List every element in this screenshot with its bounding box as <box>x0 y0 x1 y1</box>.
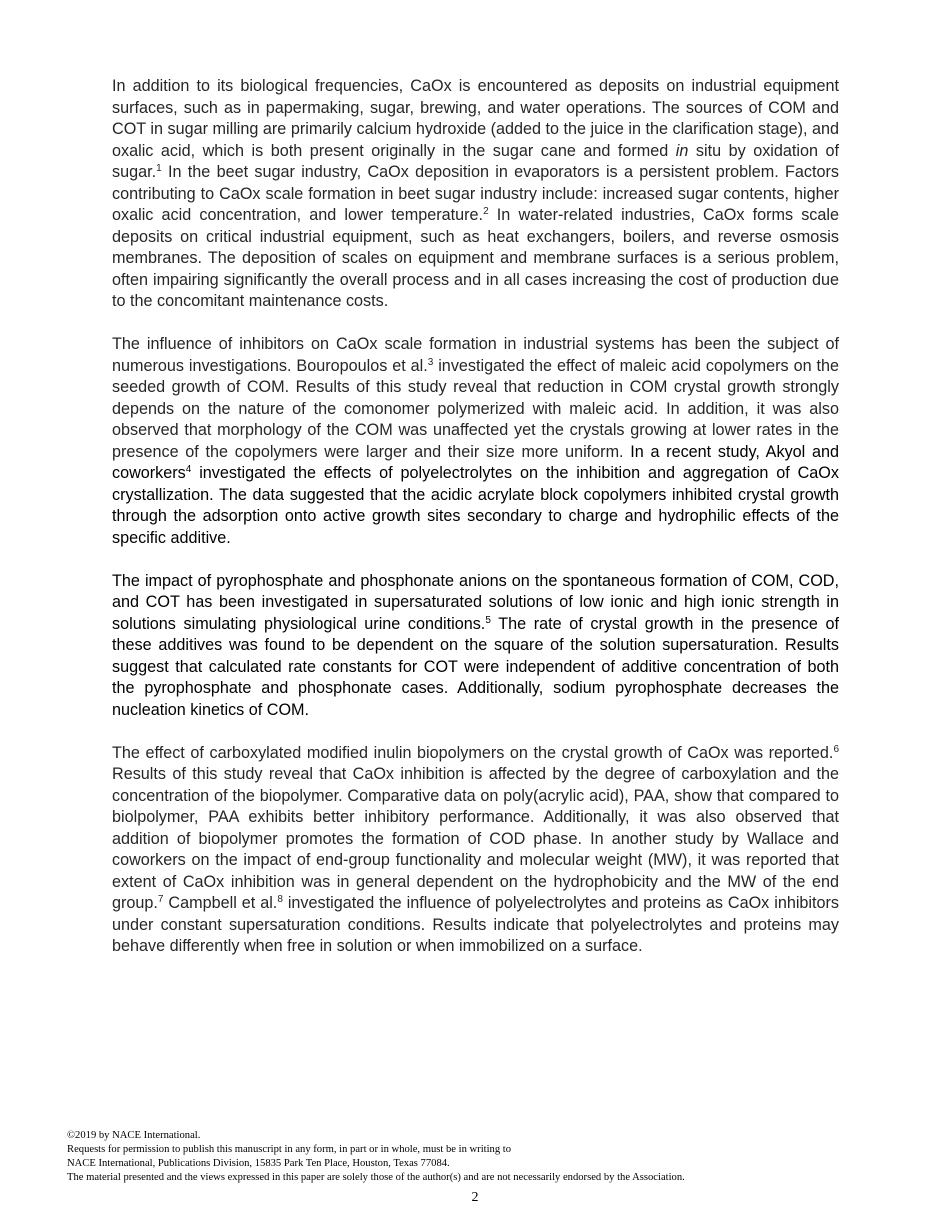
paragraph-text: investigated the effect of maleic acid copolymers on the seeded growth of COM. Results of this study reveal that reduction in COM crystal growth strongly depends on the nature of the comonomer polymerized with maleic acid. In addition, it was also observed that morphology of the COM was unaffected yet the crystals growing at lower rates in the presence of the copolymers were larger and their size more uniform. <box>112 356 839 461</box>
citation-superscript: 4 <box>185 464 192 475</box>
paragraph-text: Campbell et al. <box>163 894 278 912</box>
paragraph-text: In water-related industries, CaOx forms scale deposits on critical industrial equipment, such as heat exchangers, boilers, and reverse osmosis membranes. The deposition of scales on equipment and membrane surfaces is a serious problem, often impairing significantly the overall process and in all cases increasing the cost of production due to the concomitant maintenance costs. <box>112 206 839 310</box>
disclaimer: The material presented and the views expressed in this paper are solely those of the author(s) and are not necessarily endorsed by the Association. <box>67 1172 685 1183</box>
citation-superscript: 5 <box>485 614 491 626</box>
paragraph-text: The influence of inhibitors on CaOx scale formation in industrial systems has been the subject of numerous investigations. Bouropoulos et al. <box>112 335 839 375</box>
page-number: 2 <box>471 1190 479 1205</box>
paragraph-text: investigated the influence of polyelectrolytes and proteins as CaOx inhibitors under constant supersaturation conditions. Results indicate that polyelectrolytes and proteins may behave differently when free in solution or when immobilized on a surface. <box>112 894 840 955</box>
publisher-address: NACE International, Publications Division, 15835 Park Ten Place, Houston, Texas 77084. <box>67 1158 450 1169</box>
paragraph-text: The impact of pyrophosphate and phosphonate anions on the spontaneous formation of COM, COD, and COT has been investigated in supersaturated solutions of low ionic and high ionic strength in solutions simulating physiological urine conditions. <box>112 571 839 633</box>
paragraph-text: The effect of carboxylated modified inulin biopolymers on the crystal growth of CaOx was reported. <box>112 743 834 762</box>
citation-superscript: 6 <box>833 743 839 755</box>
body-text <box>112 76 839 979</box>
paragraph-text: Results of this study reveal that CaOx inhibition is affected by the degree of carboxylation and the concentration of the biopolymer. Comparative data on poly(acrylic acid), PAA, show that compared to biolpolymer, PAA exhibits better inhibitory performance. Additionally, it was also observed that addition of biopolymer promotes the formation of COD phase. In another study by Wallace and coworkers on the impact of end-group functionality and molecular weight (MW), it was reported that extent of CaOx inhibition was in general dependent on the hydrophobicity and the MW of the end group. <box>112 765 839 912</box>
citation-superscript: 3 <box>427 356 434 368</box>
paragraph-text: investigated the effects of polyelectrolytes on the inhibition and aggregation of CaOx crystallization. The data suggested that the acidic acrylate block copolymers inhibited crystal growth through the adsorption onto active growth sites secondary to charge and hydrophilic effects of the specific additive. <box>112 464 839 547</box>
paragraph-3 <box>112 571 839 722</box>
paragraph-text: In a recent study, Akyol and coworkers <box>112 442 839 482</box>
paragraph-text: In the beet sugar industry, CaOx deposition in evaporators is a persistent problem. Factors contributing to CaOx scale formation in beet sugar industry include: increased sugar contents, higher oxalic acid concentration, and lower temperature. <box>112 163 839 224</box>
citation-superscript: 2 <box>483 206 489 217</box>
permission-notice: Requests for permission to publish this manuscript in any form, in part or in whole, must be in writing to <box>67 1144 512 1155</box>
page-footer <box>67 1129 897 1185</box>
paragraph-1 <box>112 76 839 313</box>
copyright-notice: ©2019 by NACE International. <box>67 1130 201 1141</box>
citation-superscript: 1 <box>156 163 162 174</box>
citation-superscript: 8 <box>277 894 283 905</box>
paragraph-2 <box>112 334 839 549</box>
paragraph-text: The rate of crystal growth in the presence of these additives was found to be dependent on the square of the solution supersaturation. Results suggest that calculated rate constants for COT were independent of additive concentration of both the pyrophosphate and phosphonate cases. Additionally, sodium pyrophosphate decreases the nucleation kinetics of COM. <box>112 614 839 719</box>
paragraph-text: situ by oxidation of sugar. <box>112 141 840 181</box>
citation-superscript: 7 <box>157 894 164 905</box>
italic-text: in <box>675 141 689 160</box>
paragraph-4 <box>112 743 839 958</box>
paragraph-text: In addition to its biological frequencies, CaOx is encountered as deposits on industrial equipment surfaces, such as in papermaking, sugar, brewing, and water operations. The sources of COM and COT in sugar milling are primarily calcium hydroxide (added to the juice in the clarification stage), and oxalic acid, which is both present originally in the sugar cane and formed <box>112 77 839 160</box>
